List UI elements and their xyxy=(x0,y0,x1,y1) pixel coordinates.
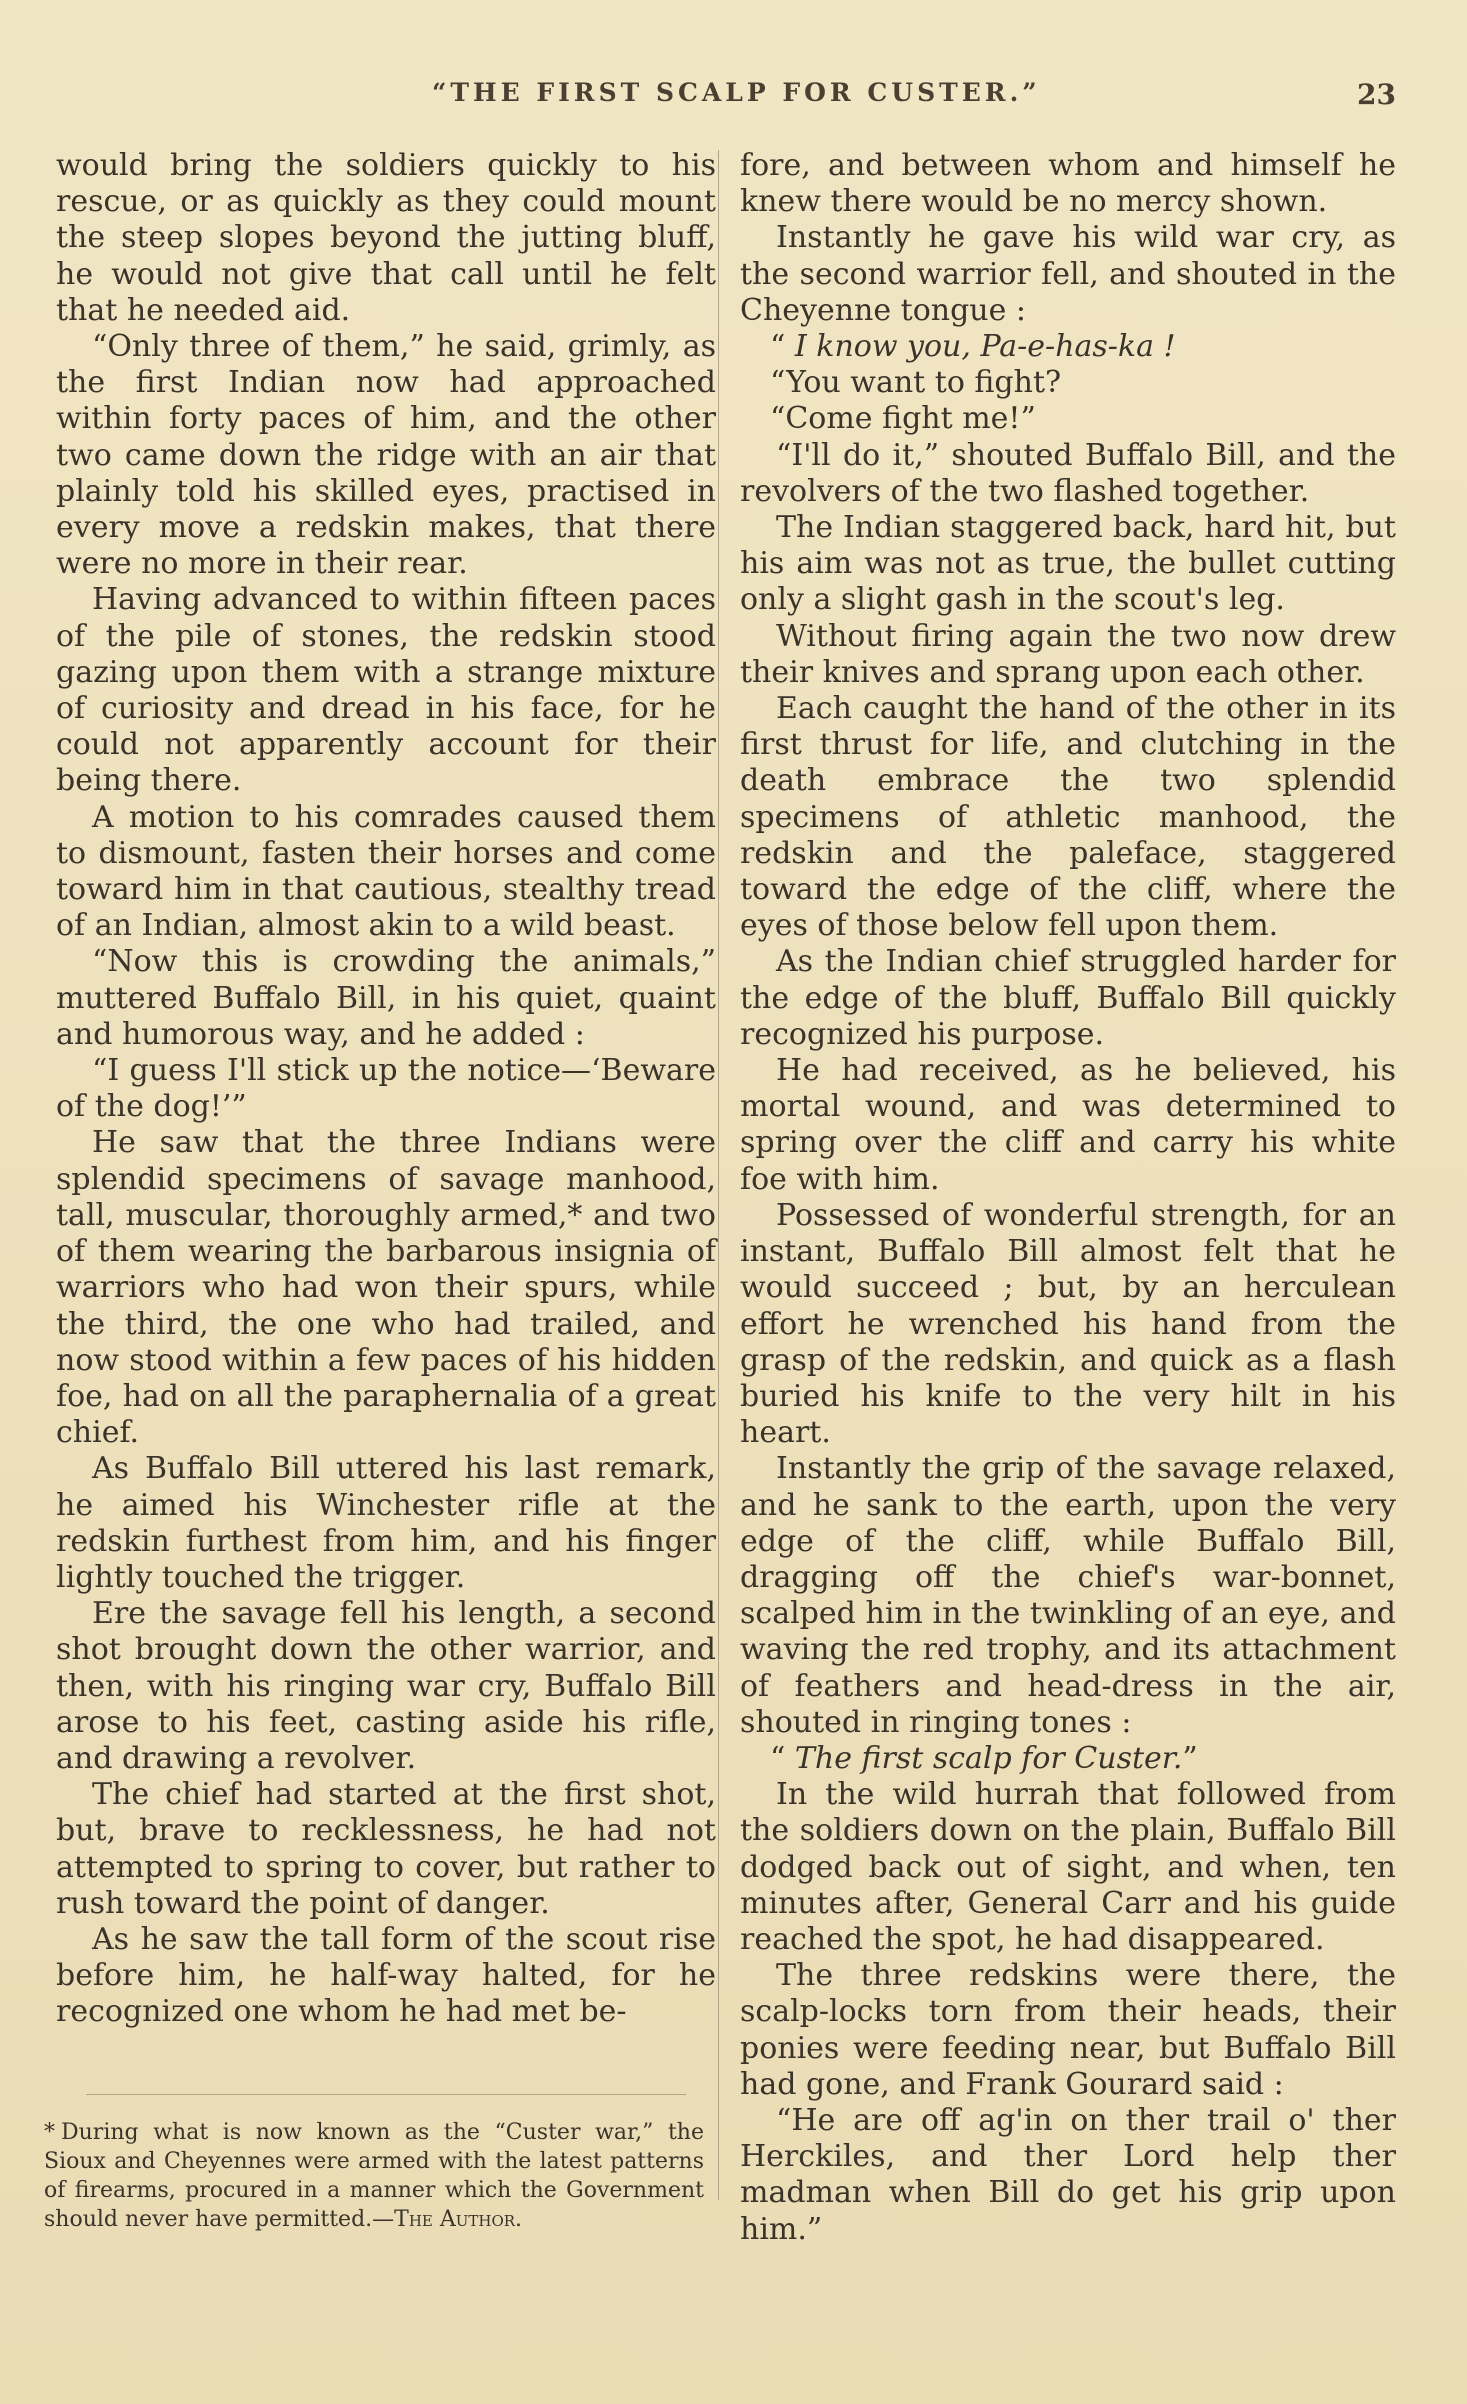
italic-shout: The first scalp for Custer. xyxy=(794,1740,1183,1776)
paragraph: “You want to fight? xyxy=(770,365,1062,401)
paragraph: “I guess I'll stick up the notice—‘Beware of the dog!’” xyxy=(56,1053,716,1125)
paragraph: The chief had started at the first shot, but, brave to recklessness, he had not attempted to spring to cover, but rather to rush toward the point of danger. xyxy=(56,1777,716,1921)
left-column xyxy=(56,148,716,2031)
paragraph: “I'll do it,” shouted Buffalo Bill, and the revolvers of the two flashed together. xyxy=(740,437,1396,509)
footnote-rule xyxy=(86,2094,686,2095)
footnote-author: The Author. xyxy=(394,2207,523,2232)
paragraph: “Now this is crowding the animals,” muttered Buffalo Bill, in his quiet, quaint and humorous way, and he added : xyxy=(56,944,716,1052)
scalp-shout: “ The first scalp for Custer.” xyxy=(770,1740,1198,1776)
paragraph: Ere the savage fell his length, a second shot brought down the other warrior, and then, with his ringing war cry, Buffalo Bill arose to his feet, casting aside his rifle, and drawing a revolver. xyxy=(56,1596,716,1776)
paragraph: Each caught the hand of the other in its first thrust for life, and clutching in the death embrace the two splendid specimens of athletic manhood, the redskin and the paleface, staggered toward the edge of the cliff, where the eyes of those below fell upon them. xyxy=(740,691,1396,944)
footnote xyxy=(44,2118,704,2234)
footnote-text: During what is now known as the “Custer war,” the Sioux and Cheyennes were armed with the latest patterns of firearms, procured in a manner which the Government should never have permitted.— xyxy=(44,2120,704,2232)
paragraph: As the Indian chief struggled harder for the edge of the bluff, Buffalo Bill quickly recognized his purpose. xyxy=(740,944,1396,1052)
paragraph: A motion to his comrades caused them to dismount, fasten their horses and come toward him in that cautious, stealthy tread of an Indian, almost akin to a wild beast. xyxy=(56,799,716,944)
paragraph: “Only three of them,” he said, grimly, as the first Indian now had approached within forty paces of him, and the other two came down the ridge with an air that plainly told his skilled eyes, practised in every move a redskin makes, that there were no more in their rear. xyxy=(56,329,716,582)
italic-quote: I know you, Pa-e-has-ka ! xyxy=(794,329,1176,365)
running-title: “THE FIRST SCALP FOR CUSTER.” xyxy=(432,78,1041,107)
paragraph: The Indian staggered back, hard hit, but his aim was not as true, the bullet cutting only a slight gash in the scout's leg. xyxy=(740,510,1396,618)
right-column xyxy=(740,148,1396,2248)
paragraph: As he saw the tall form of the scout rise before him, he half-way halted, for he recognized one whom he had met be- xyxy=(56,1921,716,2030)
paragraph: Instantly he gave his wild war cry, as the second warrior fell, and shouted in the Cheyenne tongue : xyxy=(740,220,1396,328)
paragraph: Having advanced to within fifteen paces of the pile of stones, the redskin stood gazing upon them with a strange mixture of curiosity and dread in his face, for he could not apparently account for their being there. xyxy=(56,582,716,799)
paragraph: fore, and between whom and himself he knew there would be no mercy shown. xyxy=(740,148,1396,220)
cheyenne-quote: “ I know you, Pa-e-has-ka ! xyxy=(770,329,1176,365)
paragraph: “Come fight me!” xyxy=(770,401,1036,437)
paragraph: In the wild hurrah that followed from the soldiers down on the plain, Buffalo Bill dodged back out of sight, and when, ten minutes after, General Carr and his guide reached the spot, he had disappeared. xyxy=(740,1777,1396,1957)
paragraph: Possessed of wonderful strength, for an instant, Buffalo Bill almost felt that he would succeed ; but, by an herculean effort he wrenched his hand from the grasp of the redskin, and quick as a flash buried his knife to the very hilt in his heart. xyxy=(740,1197,1396,1451)
paragraph: The three redskins were there, the scalp-locks torn from their heads, their ponies were feeding near, but Buffalo Bill had gone, and Frank Gourard said : xyxy=(740,1958,1396,2102)
page-number: 23 xyxy=(1357,78,1396,111)
paragraph: would bring the soldiers quickly to his rescue, or as quickly as they could mount the steep slopes beyond the jutting bluff, he would not give that call until he felt that he needed aid. xyxy=(56,148,716,328)
page-header xyxy=(0,78,1467,118)
paragraph: “He are off ag'in on ther trail o' ther Herckiles, and ther Lord help ther madman when Bill do get his grip upon him.” xyxy=(740,2102,1396,2247)
footnote-mark: * xyxy=(44,2120,55,2145)
column-divider xyxy=(718,150,719,2200)
paragraph: He saw that the three Indians were splendid specimens of savage manhood, tall, muscular, thoroughly armed,* and two of them wearing the barbarous insignia of warriors who had won their spurs, while the third, the one who had trailed, and now stood within a few paces of his hidden foe, had on all the paraphernalia of a great chief. xyxy=(56,1125,716,1451)
paragraph: He had received, as he believed, his mortal wound, and was determined to spring over the cliff and carry his white foe with him. xyxy=(740,1053,1396,1197)
paragraph: Instantly the grip of the savage relaxed, and he sank to the earth, upon the very edge of the cliff, while Buffalo Bill, dragging off the chief's war-bonnet, scalped him in the twinkling of an eye, and waving the red trophy, and its attachment of feathers and head-dress in the air, shouted in ringing tones : xyxy=(740,1451,1396,1740)
paragraph: Without firing again the two now drew their knives and sprang upon each other. xyxy=(740,618,1396,690)
paragraph: As Buffalo Bill uttered his last remark, he aimed his Winchester rifle at the redskin furthest from him, and his finger lightly touched the trigger. xyxy=(56,1451,716,1595)
